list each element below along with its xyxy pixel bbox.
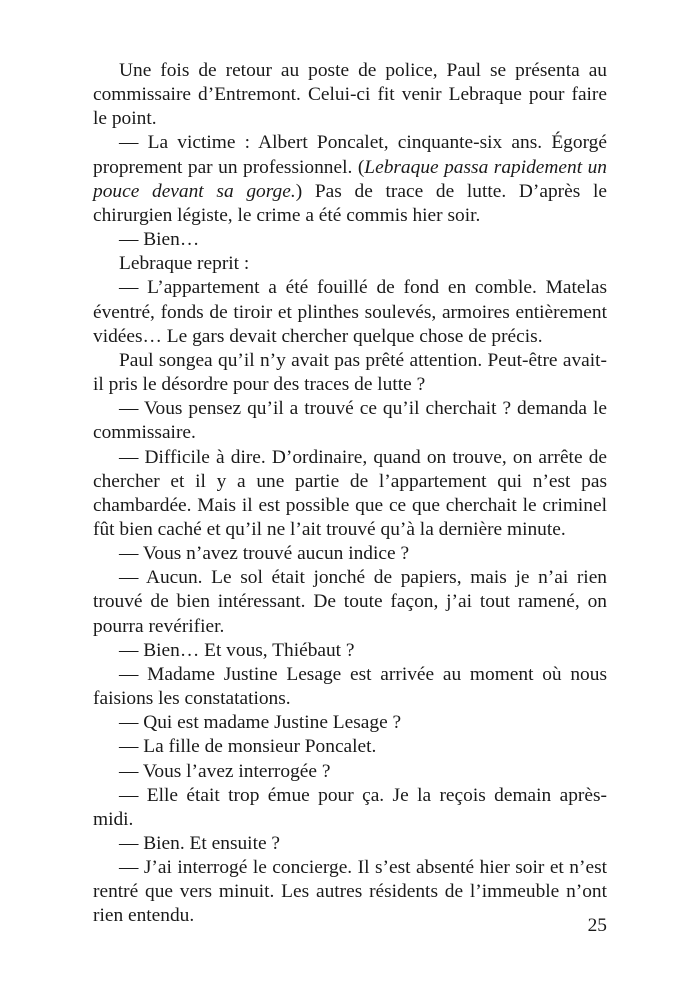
paragraph: — L’appartement a été fouillé de fond en comble. Matelas éventré, fonds de tiroir et plinthes soulevés, armoires entièrement vidées… Le gars devait chercher quelque chose de précis. bbox=[93, 277, 607, 347]
paragraph: — Vous n’avez trouvé aucun indice ? bbox=[119, 543, 410, 565]
paragraph: — Vous pensez qu’il a trouvé ce qu’il cherchait ? demanda le commissaire. bbox=[93, 398, 607, 444]
paragraph: — Bien… Et vous, Thiébaut ? bbox=[119, 639, 355, 661]
paragraph-text: ) Pas de trace de lutte. D’après le chirurgien légiste, le crime a été commis hier soir. bbox=[93, 180, 607, 226]
page-number: 25 bbox=[587, 915, 607, 936]
paragraph bbox=[93, 131, 607, 228]
paragraph: — Difficile à dire. D’ordinaire, quand on trouve, on arrête de chercher et il y a une partie de l’appartement qui n’est pas chambardée. Mais il est possible que ce que cherchait le criminel fût bien caché et qu’il ne l’ait trouvé qu’à la dernière minute. bbox=[93, 446, 607, 540]
paragraph: Paul songea qu’il n’y avait pas prêté attention. Peut-être avait-il pris le désordre pour des traces de lutte ? bbox=[93, 349, 607, 396]
paragraph: — Vous l’avez interrogée ? bbox=[119, 760, 331, 782]
paragraph: — Bien… bbox=[119, 229, 200, 251]
paragraph: — Elle était trop émue pour ça. Je la reçois demain après-midi. bbox=[93, 784, 607, 830]
body-text bbox=[93, 59, 607, 929]
paragraph: — Qui est madame Justine Lesage ? bbox=[119, 712, 402, 734]
paragraph: — Madame Justine Lesage est arrivée au moment où nous faisions les constatations. bbox=[93, 663, 607, 710]
paragraph: — J’ai interrogé le concierge. Il s’est absenté hier soir et n’est rentré que vers minuit. Les autres résidents de l’immeuble n’ont rien entendu. bbox=[93, 857, 607, 927]
paragraph-text: — La victime : Albert Poncalet, cinquante-six ans. Égorgé proprement par un professionnel. ( bbox=[93, 132, 607, 178]
paragraph: Une fois de retour au poste de police, Paul se présenta au commissaire d’Entremont. Celui-ci fit venir Lebraque pour faire le point. bbox=[93, 60, 607, 130]
paragraph: — La fille de monsieur Poncalet. bbox=[119, 736, 377, 758]
paragraph: Lebraque reprit : bbox=[119, 253, 250, 275]
paragraph: — Aucun. Le sol était jonché de papiers, mais je n’ai rien trouvé de bien intéressant. De toute façon, j’ai tout ramené, on pourra revérifier. bbox=[93, 567, 607, 637]
paragraph-italic-text: Lebraque passa rapidement un pouce devant sa gorge. bbox=[93, 156, 607, 202]
paragraph: — Bien. Et ensuite ? bbox=[119, 833, 281, 854]
